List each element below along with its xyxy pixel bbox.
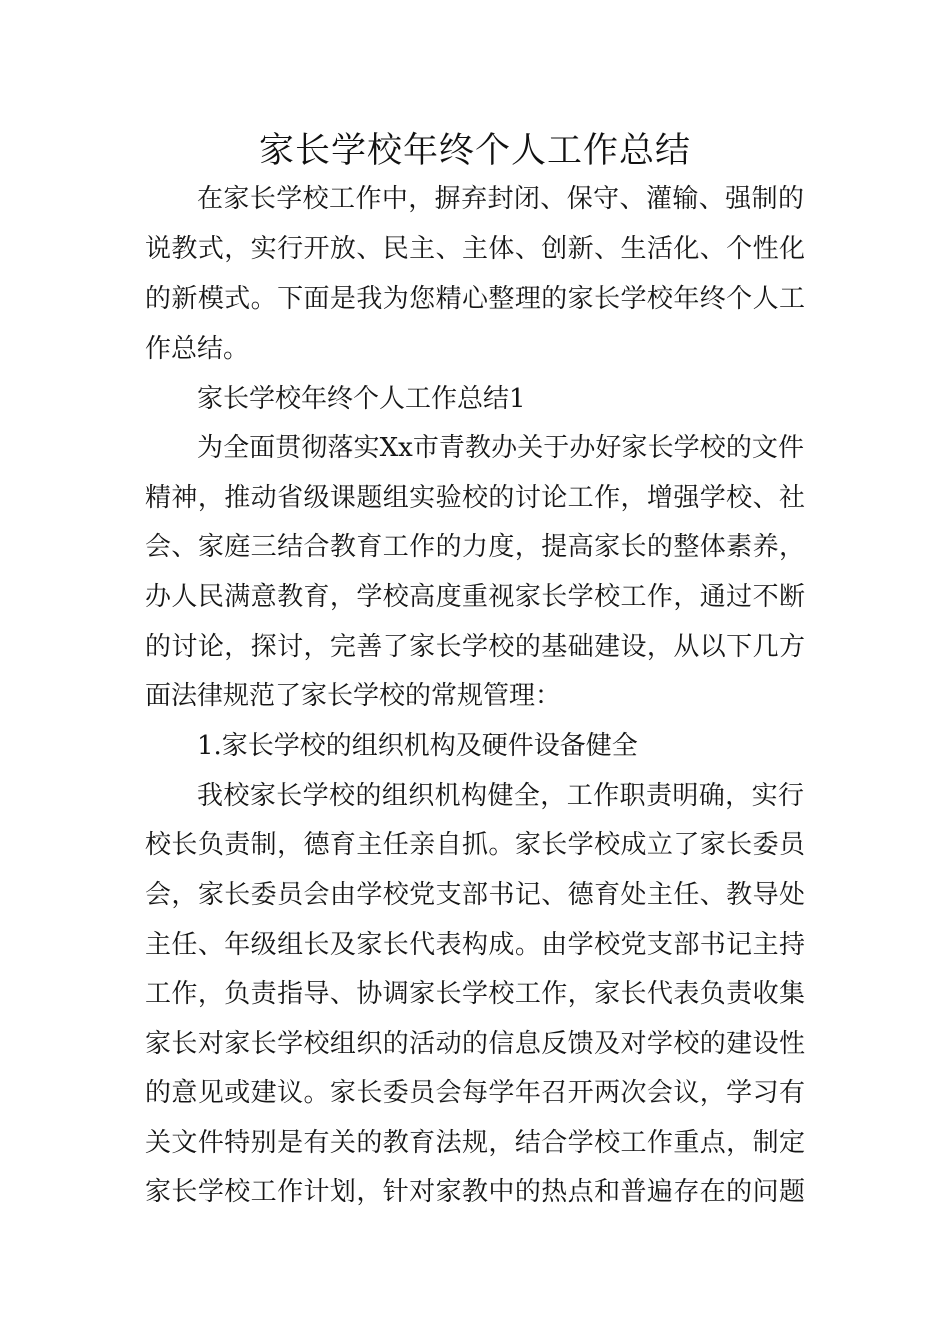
paragraph-line: 的意见或建议。家长委员会每学年召开两次会议，学习有: [145, 1078, 805, 1108]
paragraph-line: 会，家长委员会由学校党支部书记、德育处主任、教导处: [145, 880, 805, 910]
paragraph-line: 说教式，实行开放、民主、主体、创新、生活化、个性化: [145, 234, 805, 264]
paragraph-line: 的讨论，探讨，完善了家长学校的基础建设，从以下几方: [145, 632, 805, 662]
paragraph-line: 校长负责制，德育主任亲自抓。家长学校成立了家长委员: [145, 830, 805, 860]
paragraph-line: 会、家庭三结合教育工作的力度，提高家长的整体素养，: [145, 532, 805, 562]
paragraph-line: 作总结。: [145, 334, 250, 364]
paragraph-line: 面法律规范了家长学校的常规管理：: [145, 681, 562, 711]
paragraph-line: 我校家长学校的组织机构健全，工作职责明确，实行: [197, 781, 804, 811]
paragraph-line: 家长对家长学校组织的活动的信息反馈及对学校的建设性: [145, 1029, 805, 1059]
paragraph-line: 办人民满意教育，学校高度重视家长学校工作，通过不断: [145, 582, 805, 612]
section-heading: 家长学校年终个人工作总结1: [197, 384, 526, 414]
document-title: 家长学校年终个人工作总结: [258, 131, 691, 171]
paragraph-line: 家长学校工作计划，针对家教中的热点和普遍存在的问题: [145, 1177, 805, 1207]
paragraph-line: 关文件特别是有关的教育法规，结合学校工作重点，制定: [145, 1128, 805, 1158]
subsection-heading: 1.家长学校的组织机构及硬件设备健全: [197, 731, 638, 761]
paragraph-line: 的新模式。下面是我为您精心整理的家长学校年终个人工: [145, 284, 805, 314]
paragraph-line: 工作，负责指导、协调家长学校工作，家长代表负责收集: [145, 979, 805, 1009]
paragraph-line: 精神，推动省级课题组实验校的讨论工作，增强学校、社: [145, 483, 805, 513]
paragraph-line: 主任、年级组长及家长代表构成。由学校党支部书记主持: [145, 930, 805, 960]
paragraph-line: 在家长学校工作中，摒弃封闭、保守、灌输、强制的: [197, 184, 804, 214]
paragraph-line: 为全面贯彻落实Xx市青教办关于办好家长学校的文件: [197, 433, 804, 463]
